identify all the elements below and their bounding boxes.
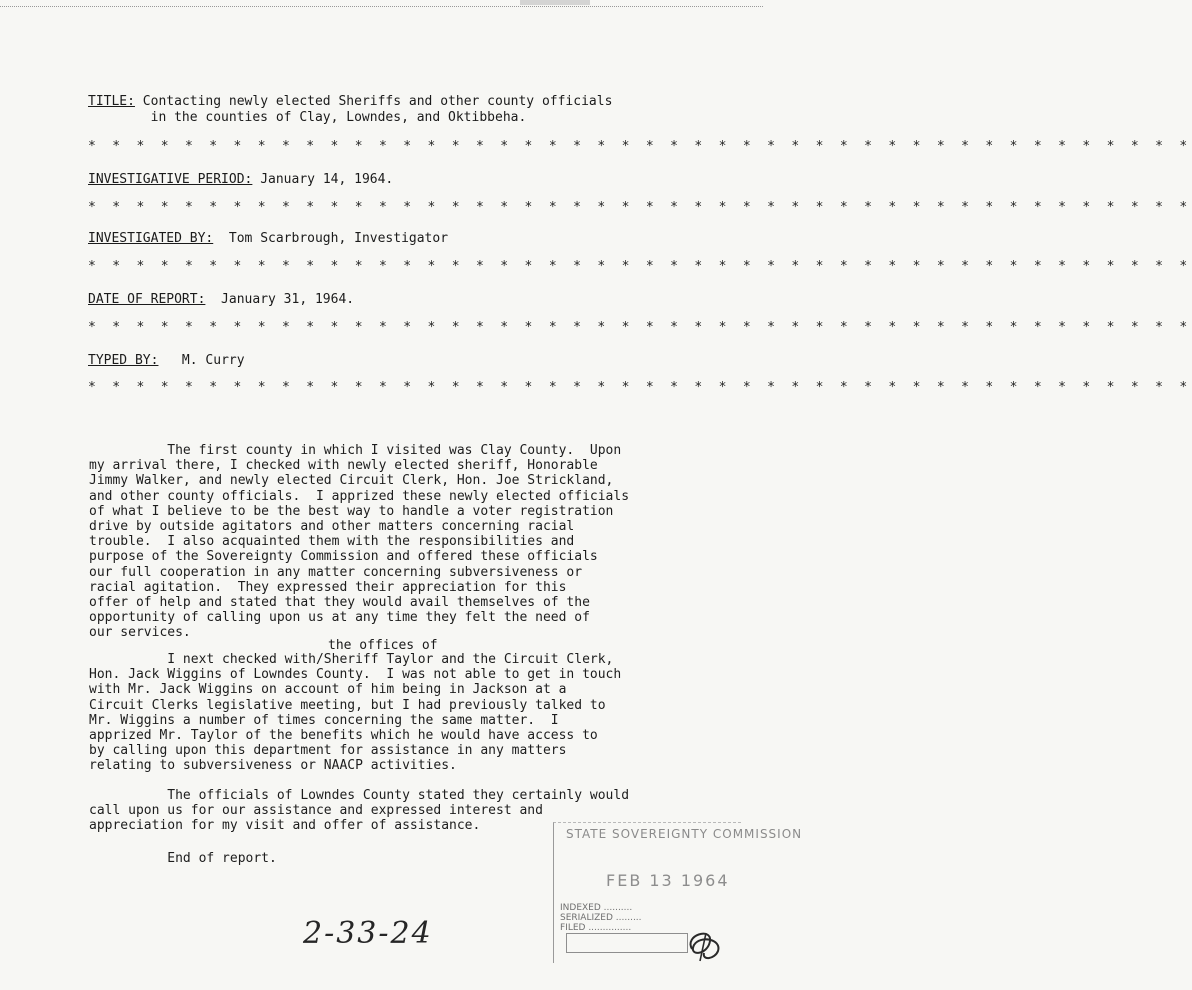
title-line-1: Contacting newly elected Sheriffs and other county officials bbox=[134, 94, 613, 109]
date-row bbox=[88, 292, 354, 308]
investigator-label: INVESTIGATED BY: bbox=[88, 231, 214, 246]
received-stamp bbox=[553, 822, 803, 963]
end-of-report: End of report. bbox=[89, 851, 277, 866]
title-line-2: in the counties of Clay, Lowndes, and Oktibbeha. bbox=[88, 110, 527, 125]
top-redaction-mark bbox=[520, 0, 590, 5]
typed-row bbox=[88, 353, 245, 369]
investigator-value: Tom Scarbrough, Investigator bbox=[213, 231, 449, 246]
separator-2: * * * * * * * * * * * * * * * * * * * * * * * * * * * * * * * * * * * * * * * * * * * * * * bbox=[88, 200, 1192, 215]
paragraph-2: I next checked with/Sheriff Taylor and the Circuit Clerk, Hon. Jack Wiggins of Lowndes County. I was not able to get in touch with Mr. Jack Wiggins on account of him being in Jackson at a Circuit Clerks legislative meeting, but I had previously talked to Mr. Wiggins a number of times concerning the same matter. I apprized Mr. Taylor of the benefits which he would have access to by calling upon this department for assistance in any matters relating to subversiveness or NAACP activities. bbox=[89, 652, 622, 774]
stamp-box bbox=[566, 933, 688, 953]
handwritten-file-number: 2-33-24 bbox=[303, 916, 433, 951]
period-value: January 14, 1964. bbox=[252, 172, 394, 187]
typed-value: M. Curry bbox=[158, 353, 245, 368]
separator-4: * * * * * * * * * * * * * * * * * * * * * * * * * * * * * * * * * * * * * * * * * * * * * * bbox=[88, 320, 1192, 335]
top-border bbox=[0, 0, 763, 7]
typed-label: TYPED BY: bbox=[88, 353, 159, 368]
separator-3: * * * * * * * * * * * * * * * * * * * * * * * * * * * * * * * * * * * * * * * * * * * * * * bbox=[88, 259, 1192, 274]
paragraph-3: The officials of Lowndes County stated they certainly would call upon us for our assistance and expressed interest and appreciation for my visit and offer of assistance. bbox=[89, 788, 630, 834]
title-block bbox=[88, 94, 612, 126]
handwritten-insert: the offices of bbox=[328, 638, 438, 653]
stamp-agency: STATE SOVEREIGNTY COMMISSION bbox=[566, 827, 803, 841]
separator-5: * * * * * * * * * * * * * * * * * * * * * * * * * * * * * * * * * * * * * * * * * * * * * * bbox=[88, 380, 1192, 395]
investigator-row bbox=[88, 231, 448, 247]
title-label: TITLE: bbox=[88, 94, 135, 109]
period-row bbox=[88, 172, 393, 188]
stamp-date: FEB 13 1964 bbox=[606, 871, 730, 890]
separator-1: * * * * * * * * * * * * * * * * * * * * * * * * * * * * * * * * * * * * * * * * * * * * * * bbox=[88, 139, 1192, 154]
stamp-checklist: INDEXED .......... SERIALIZED ......... FILED ............... bbox=[560, 903, 642, 933]
handwritten-initials bbox=[682, 925, 727, 963]
date-value: January 31, 1964. bbox=[205, 292, 355, 307]
date-label: DATE OF REPORT: bbox=[88, 292, 206, 307]
paragraph-1: The first county in which I visited was Clay County. Upon my arrival there, I checked with newly elected sheriff, Honorable Jimmy Walker, and newly elected Circuit Clerk, Hon. Joe Strickland, and other county officials. I apprized these newly elected officials of what I believe to be the best way to handle a voter registration drive by outside agitators and other matters concerning racial trouble. I also acquainted them with the responsibilities and purpose of the Sovereignty Commission and offered these officials our full cooperation in any matter concerning subversiveness or racial agitation. They expressed their appreciation for this offer of help and stated that they would avail themselves of the opportunity of calling upon us at any time they felt the need of our services. bbox=[89, 443, 630, 641]
period-label: INVESTIGATIVE PERIOD: bbox=[88, 172, 253, 187]
